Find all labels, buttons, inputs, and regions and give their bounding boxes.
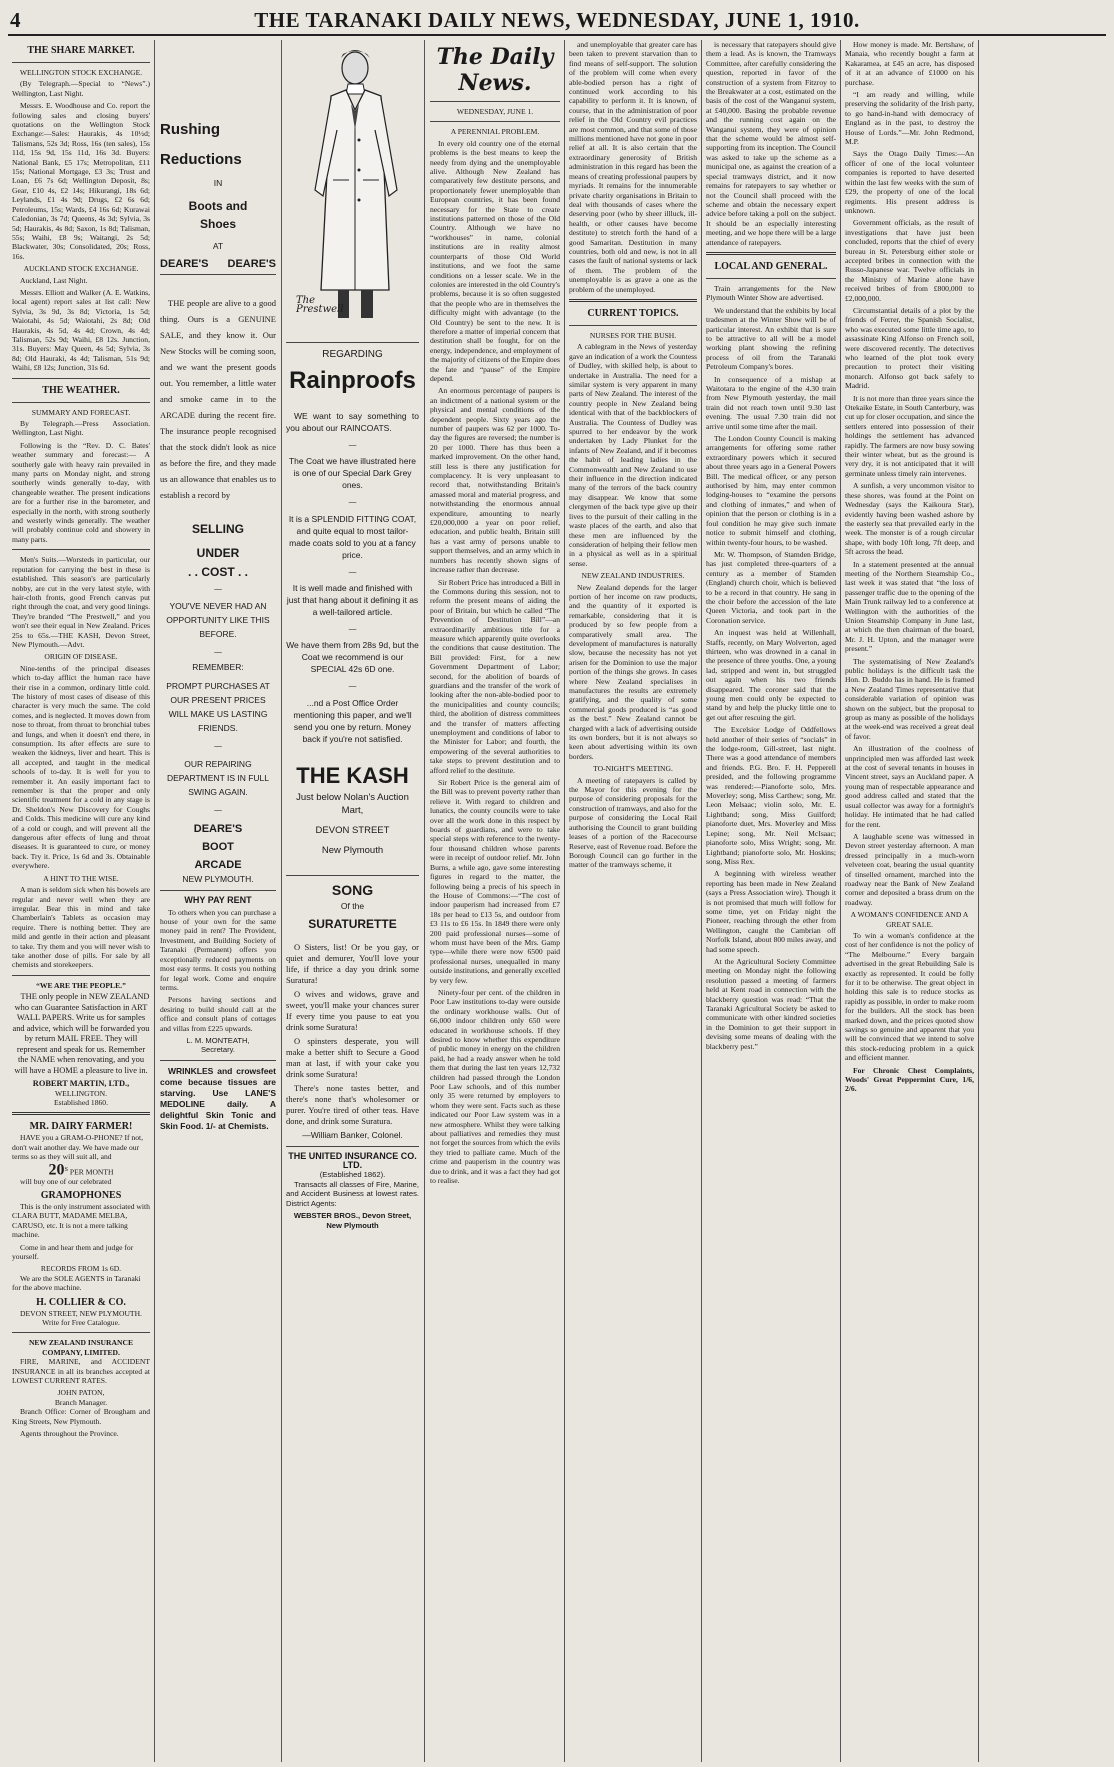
origin-text: Nine-tenths of the principal diseases which to-day afflict the human race have their rise in a common, ordinary little cold. The history of most cases of disease of this character is very much the same. The cold comes, and is neglected. It moves down from nose to throat, from throat to bronchial tubes and lungs, and when it doesn't end there, in consumption. Its after effects are sure to weaken the kidneys, liver and heart. This is all accepted, and taught in the medical schools of to-day. It is well for you to remember it. An easily important fact to remember is that the proper and only scientific treatment for a cold in any stage is Dr. Sheldon's New Discovery for Coughs and Colds. This medicine will cure any kind of a cold or cough, and will prevent all the dangerous after effects of lung and throat diseases. It is guaranteed to cure, or money back. Try it. Price, 1s 6d and 3s. Obtainable everywhere. bbox=[12, 663, 150, 871]
news-item: It is not more than three years since the Otekaike Estate, in South Canterbury, was cut up for closer occupation, and since the settlers entered into possession of their holdings the settlement has advanced rapidly. The farmers are now busy sowing their winter wheat, but as the ground is very dry, it is not anticipated that it will germinate unless timely rain intervenes. bbox=[845, 393, 974, 478]
news-item: How money is made. Mr. Bertshaw, of Manaia, who recently bought a farm at Kakaramea, at £45 an acre, has disposed of it at an advance of £1000 on his purchase. bbox=[845, 40, 974, 87]
editorial-paragraph: Ninety-four per cent. of the children in Poor Law institutions to-day were outside the ordinary workhouse walls. Out of 66,000 indoor children only 650 were educated in workhouse schools. If they desired to know whether this expenditure of public money in energy on the children paid, he had a ready answer when he told them that during the last ten years 12,732 children had passed through the London Poor Law schools, and of this number only 35 were returned by employers to whom they were sent. Facts such as these indicated our Poor Law system was in a new atmosphere. Whilst they were talking about palliatives and remedies they must not forget the sources from which the evils they tried to palliate came. Much of the crime and pauperism in the country was due to drink, and it was a fact they had got to realise. bbox=[430, 987, 560, 1186]
united-insurance-text: Transacts all classes of Fire, Marine, and Accident Business at lowest rates. District Agents: bbox=[286, 1179, 419, 1208]
local-item: We understand that the exhibits by local tradesmen at the Winter Show will be of particular interest. An exhibit that is sure to be attractive to all will be a model working plant showing the refining process of oil from the Taranaki Petroleum Company's bores. bbox=[706, 305, 836, 372]
people-text: THE only people in NEW ZEALAND who can Guarantee Satisfaction in ART WALL PAPERS. Write us for samples and advice, which will be forwarded you by return MAIL FREE. They will represent and speak for us. Remember the NAME when renovating, and you will have a HOME a pleasure to live in. bbox=[12, 992, 150, 1075]
dairy-heading: MR. DAIRY FARMER! bbox=[29, 1121, 133, 1133]
prestwell-label: The Prestwell bbox=[296, 295, 344, 316]
well-made-text: It is well made and finished with just that hang about it defining it as a well-tailored article. bbox=[286, 583, 419, 618]
arcade-word: ARCADE bbox=[194, 859, 242, 872]
kash-street: DEVON STREET bbox=[315, 824, 390, 836]
price-unit: S bbox=[64, 1165, 68, 1173]
meeting-heading: TO-NIGHT'S MEETING. bbox=[593, 764, 673, 774]
column-1 bbox=[12, 40, 150, 1762]
masthead bbox=[8, 8, 1106, 36]
nz-insurance-manager: JOHN PATON, bbox=[57, 1388, 105, 1398]
share-market-heading: THE SHARE MARKET. bbox=[27, 45, 135, 56]
local-item: Mr. W. Thompson, of Stamden Bridge, has just completed three-quarters of a century as a member of Stamden (England) church choir, which is believed to be a record in that country. He sang in the choir before the accession of the late Queen Victoria, and took part in the Coronation service. bbox=[706, 549, 836, 625]
local-item: In consequence of a mishap at Waitotara to the engine of the 4.30 train from New Plymouth yesterday, the mail train did not reach town until 9.30 last evening. The usual 7.30 train did not arrive until some time after the mail. bbox=[706, 374, 836, 431]
cost-word: . . COST . . bbox=[187, 565, 248, 580]
editorial-title: The Daily News. bbox=[436, 44, 554, 96]
wellington-report: Messrs. E. Woodhouse and Co. report the following sales and closing buyers' quotations on the Wellington Stock Exchange:—Sales: Haurakis, 4s 10½d; Talismans, 52s 3d; Ross, 16s (ten sales), 15s 11d, 15s 9d, 15s 11d, 16s 3d. Buyers: National Bank, £5 17s; Metropolitan, £11 15s; National Mortgage, £3 3s; Trust and Loan, £6 7s 6d; Wellington Deposit, 8s; Gear, £10 4s, £2 14s; Hikurangi, 18s 6d; Leylands, £1 4s 9d; Drugs, £2 6s 6d; Petroleums, 15s; Wards, £4 16s 6d; Kurawai Caledonian, 3s 7d; Queens, 4s 3d; Sylvia, 3s 5d; Haurakis, 4s 8d; Saxon, 1s 8d; Talisman, 55s; Waihi, £8 9s; Waitangi, 2s 5d; Blackwater, 30s; Consolidated, 20s; Ross, 16s. bbox=[12, 101, 150, 261]
column-rule bbox=[978, 40, 979, 1762]
song-word: SONG bbox=[331, 881, 374, 898]
confidence-text: To win a woman's confidence at the cost of her confidence is not the policy of “The Melbourne.” Every bargain advertised in the great Rebuilding Sale is exactly as represented. It could be folly for it to be otherwise. The great object in holding this sale is to reduce stocks as rapidly as possible, in order to make room for the builders. All the stock has been marked down, and the prices quoted show savings so genuine and apparent that you will be convinced that we intend to solve this stock-reducing problem in a quick and efficient manner. bbox=[845, 930, 974, 1063]
gramophone-advert bbox=[12, 1120, 150, 1327]
local-general-heading: LOCAL AND GENERAL. bbox=[714, 260, 828, 272]
page-number: 4 bbox=[10, 8, 21, 32]
origin-heading: ORIGIN OF DISEASE. bbox=[44, 652, 118, 662]
perennial-problem-heading: A PERENNIAL PROBLEM. bbox=[450, 127, 540, 137]
confidence-heading: A WOMAN'S CONFIDENCE AND A GREAT SALE. bbox=[850, 910, 969, 929]
industries-text: New Zealand depends for the larger portion of her income on raw products, and the quantity of it exported is remarkable, considering that it is produced by so few people from a comparatively small area. The development of manufactures is naturally slow, because the necessity has not yet arisen for the Dominion to use the major portion of the things she grows. In cases where New Zealand specialises in manufactures the results are extremely gratifying, and the quality of some commercial goods produced is “as good as the best.” New Zealand cannot be charged with a lack of advertising outside its own borders, but it is not always so keen about advertising within its own borders. bbox=[569, 582, 697, 761]
people-firm: ROBERT MARTIN, LTD., bbox=[32, 1079, 130, 1089]
deares-left: DEARE'S bbox=[160, 258, 209, 270]
weather-heading: THE WEATHER. bbox=[42, 384, 120, 396]
local-item: Train arrangements for the New Plymouth Winter Show are advertised. bbox=[706, 283, 836, 303]
masthead-title: THE TARANAKI DAILY NEWS, WEDNESDAY, JUNE 1, 1910. bbox=[254, 8, 860, 32]
news-item: The systematising of New Zealand's public holidays is the difficult task the Hon. D. Buddo has in hand. He is framed a New Zealand Times representative that considerable variation of opinion was shown on the subject, but the proposal to group as many as possible of the holidays at the week-end was received a great deal of favor. bbox=[845, 656, 974, 741]
under-word: UNDER bbox=[196, 545, 240, 560]
tramways-text: is necessary that ratepayers should give them a lead. As is known, the Tramways Committee, after carefully considering the question, reported in favor of the construction of a system from Fitzroy to the Breakwater at a cost, estimated on the basis of the cost of the Wanganui system, at £40,000. Basing the probable revenue and the running cost again on the Wanganui system, they were of opinion that the scheme would be almost self-supporting from its inception. The Council was asked to take up the scheme as a municipal one, as against the creation of a special tramways district, and it now remains for ratepayers to say whether or not the Council shall proceed with the scheme and obtain the necessary expert advice before taking a poll on the subject. It should be an especially interesting meeting, and we hope there will be a large attendance of ratepayers. bbox=[706, 40, 836, 247]
medoline-advert: WRINKLES and crowsfeet come because tissues are starving. Use LANE'S MEDOLINE daily. A delightful Skin Tonic and Skin Food. 1/- at Chemists. bbox=[160, 1065, 276, 1131]
wellington-exchange-heading: WELLINGTON STOCK EXCHANGE. bbox=[19, 68, 143, 77]
dairy-text: HAVE you a GRAM-O-PHONE? If not, don't wait another day. We have made our terms so as they will suit all, and bbox=[12, 1133, 144, 1162]
deares-sale-text: THE people are alive to a good thing. Ours is a GENUINE SALE, and they know it. Our New Stocks will be coming soon, and we want the present goods out. You remember, a little water and smoke came in to the ARCADE during the recent fire. The insurance people recognised that the stock didn't look as nice as before the fire, and they made us an allowance that enables us to establish a record by bbox=[160, 298, 276, 501]
nz-insurance-firm: NEW ZEALAND INSURANCE COMPANY, LIMITED. bbox=[28, 1338, 134, 1357]
in-word: IN bbox=[213, 178, 223, 188]
deares-location: NEW PLYMOUTH. bbox=[182, 874, 254, 885]
meeting-text: A meeting of ratepayers is called by the Mayor for this evening for the purpose of considering proposals for the construction of tramways, and also for the purpose of considering the Local Rail authorising the Council to grant building leases of a portion of the Racecourse Reserve, east of Revenue road. Before the Borough Council can go further in the matter of the tramways scheme, it bbox=[569, 775, 697, 870]
local-item: The Excelsior Lodge of Oddfellows held another of their series of “socials” in the lodge-room, Gill-street, last night. There was a good attendance of members and friends. P.G. Bro. F. H. Pepperell presided, and the following programme was rendered:—Pianoforte solo, Mrs. Moverley; song, Miss Carthew; song, Mr. Leon Melsaac; violin solo, Mr. E. Lightband; song, Miss Guilford; pianoforte duet, Mrs. Moverley and Miss Lepine; song, Mr. Neil McIsaac; pianoforte solo, Miss Wright; song, Mr. Lightband; pianoforte solo, Mr. Hoskins; song, Miss Rex. bbox=[706, 725, 836, 866]
monteath-title: Secretary. bbox=[200, 1045, 236, 1055]
weather-report: Following is the “Rev. D. C. Bates' weather summary and forecast:— A southerly gale with heavy rain prevailed in many parts on Monday night, and strong southerly winds generally to-day, with changeable weather. The present indications are for a further rise in the barometer, and especially in the north, with strong southerly and westerly winds generally. The weather will probably continue cold and showery in many parts. bbox=[12, 440, 150, 544]
the-kash-word: THE KASH bbox=[296, 762, 409, 788]
reductions-word: Reductions bbox=[160, 151, 242, 168]
column-rule bbox=[701, 40, 702, 1762]
collier-firm: H. COLLIER & CO. bbox=[36, 1296, 126, 1308]
rainproofs-intro: WE want to say something to you about our RAINCOATS. bbox=[286, 410, 419, 433]
coat-illustration bbox=[286, 40, 419, 315]
prompt-text: PROMPT PURCHASES AT OUR PRESENT PRICES WILL MAKE US LASTING FRIENDS. bbox=[166, 681, 270, 734]
news-item: An illustration of the coolness of unprincipled men was afforded last week at the cost of several tenants in houses in Vincent street, says an Auckland paper. A young man of respectable appearance and good address called and stated that the usual collector was away for a fortnight's holiday. He intimated that he had called for the rent. bbox=[845, 744, 974, 829]
editorial-paragraph: Sir Robert Price is the general aim of the Bill was to prevent poverty rather than relieve it. With regard to children and lunatics, the county councils were to take over all the work done in this respect by boards of guardians, and were to take special steps with reference to the twenty-four thousand children whose parents were in receipt of outdoor relief. Mr. John Burns, a while ago, gave some interesting figures in regard to the matter, the following being a precis of his speech in the House of Commons:—“The cost of indoor pauperism had increased from £7 18s per head to £13 5s, and outdoor from £3 11s to £6 15s. In 1849 there were only 200 paid professional nurses—some of whom must have been of the Mrs. Gamp type—while there were now 6500 paid professional nurses, unequalled in many outside institutions, and generally excelled by very few. bbox=[430, 778, 560, 985]
news-item: In a statement presented at the annual meeting of the Northern Steamship Co., last week it was stated that “the loss of passenger traffic due to the opening of the Main Trunk railway led to a conference at Wellington with the authorities of the Union Steamship Company in June last, at which the then chairman of the board, Mr. J. H. Upton, and the manager were present.” bbox=[845, 559, 974, 654]
selling-word: SELLING bbox=[191, 522, 244, 537]
column-rule bbox=[840, 40, 841, 1762]
column-rule bbox=[281, 40, 282, 1762]
local-item: At the Agricultural Society Committee meeting on Monday night the following resolution passed a meeting of farmers held at Kent road in connection with the blackberry question was read: “That the Taranaki Agricultural Society be asked to communicate with other kindred societies in the Dominion to get their support in devising some means of dealing with the blackberry pest.” bbox=[706, 956, 836, 1051]
industries-heading: NEW ZEALAND INDUSTRIES. bbox=[581, 571, 685, 581]
people-place: WELLINGTON. bbox=[55, 1088, 107, 1098]
price-number: 20 bbox=[48, 1161, 65, 1179]
dairy-text-3: This is the only instrument associated with CLARA BUTT, MADAME MELBA, CARUSO, etc. It is not a mere talking machine. bbox=[12, 1201, 150, 1240]
news-item: Government officials, as the result of investigations that have just been concluded, reports that the chief of every bureau in St. Petersburg either stole or accepted bribes in connection with the Russo-Japanese war. Twelve officials in the Ministry of Marine alone have received bribes of from £800,000 to £2,000,000. bbox=[845, 218, 974, 303]
people-established: Established 1860. bbox=[54, 1097, 108, 1107]
splendid-text: It is a SPLENDID FITTING COAT, and quite equal to most tailor-made coats sold to you at a fancy price. bbox=[288, 513, 417, 560]
united-insurance-est: (Established 1862). bbox=[319, 1170, 386, 1180]
collier-address: DEVON STREET, NEW PLYMOUTH. bbox=[20, 1308, 142, 1318]
editorial-continued: and unemployable that greater care has been taken to prevent starvation than to find means of self-support. The solution of the problem will come when every able-bodied person has a right of continued work according to his capability to perform it. It is known, of course, that in the administration of poor relief in the Old Country evil practices are most common, and that some of those millions mentioned have not gone in poor relief at all. It is also certain that the extraordinary generosity of British administration in this regard has been the means of creating professional paupers by myriads. It remains for the innumerable private charity organisations in Britain to deal with thousands of cases where the deserving poor (who by sheer illluck, ill-health, or other causes have become destitute) to stretch forth the hand of a good Samaritan. Destitution in many countries, both old and new, is not in all cases the fault of national systems or lack of them. The problem of the unemployable is as grave a one as the problem of the unemployed. bbox=[569, 40, 697, 294]
mens-suits-advert: Men's Suits.—Worsteds in particular, our reputation for carrying the best in these is established. This season's are particularly nobby, are cut in the very latest style, with hair-cloth fronts, good French canvas put right through the coat, and very good linings. They're branded “The Prestwell,” and you won't see their equal in New Zealand. Prices 25s to 65s.—THE KASH, Devon Street, New Plymouth.—Advt. bbox=[12, 555, 150, 649]
column-5 bbox=[569, 40, 697, 1762]
of-the-word: Of the bbox=[340, 901, 365, 912]
never-text: YOU'VE NEVER HAD AN OPPORTUNITY LIKE THIS BEFORE. bbox=[166, 601, 270, 640]
at-word: AT bbox=[212, 241, 224, 251]
song-verse-4: There's none tastes better, and there's none that's wholesomer or purer. You're tired of other teas. Have done, and drink some Suratura. bbox=[286, 1082, 419, 1126]
people-heading: “WE ARE THE PEOPLE.” bbox=[36, 980, 126, 990]
column-rule bbox=[424, 40, 425, 1762]
editorial-paragraph: In every old country one of the eternal problems is the best means to keep the needy from dying and the unemployable alive. Although New Zealand has comparatively few destitute persons, and proportionately fewer unemployable than European countries, it has been found necessary for the State to create institutions patterned on those of the Old Country. Although we have no “workhouses” in name, colonial institutions are in reality almost counterparts of those Old World institutions, and we foot the same conditions on a lesser scale. We in the colonies are interested in the old Country's problems, because it is so often suggested that the people who are in themselves the difficulty might with advantage (to the Old Country) be sent to the new. It is therefore a matter of imperial concern that destitution shall be fought, for on the energy, independence, and employment of the majority of citizens of the Empire does the fate and “pause” of the Empire depend. bbox=[430, 138, 560, 383]
why-pay-rent-text-2: Persons having sections and desiring to build should call at the office and consult plans of cottages and villas from £225 upwards. bbox=[160, 995, 276, 1033]
gramophones-word: GRAMOPHONES bbox=[40, 1189, 122, 1201]
nz-insurance-office: Branch Office: Corner of Brougham and King Streets, New Plymouth. bbox=[12, 1407, 150, 1426]
nz-insurance-advert bbox=[12, 1338, 150, 1438]
united-insurance-firm: THE UNITED INSURANCE CO. LTD. bbox=[288, 1150, 417, 1171]
song-signature: —William Banker, Colonel. bbox=[302, 1129, 403, 1140]
news-item: “I am ready and willing, while preserving the solidarity of the Irish party, to go hand-in-hand with democracy of England as in the past, to destroy the House of Lords.”—Mr. John Redmond, M.P. bbox=[845, 90, 974, 147]
wallpaper-advert bbox=[12, 981, 150, 1108]
column-4 bbox=[430, 40, 560, 1762]
deares-right: DEARE'S bbox=[227, 258, 276, 270]
editorial-date: WEDNESDAY, JUNE 1. bbox=[456, 107, 534, 116]
kash-location: Just below Nolan's Auction Mart, bbox=[296, 791, 409, 816]
why-pay-rent-heading: WHY PAY RENT bbox=[184, 895, 252, 906]
news-item: A laughable scene was witnessed in Devon street yesterday afternoon. A man dressed principally in a much-worn velveteen coat, bearing the usual quantity of tinselled ornament, marched into the roadway near the Bank of New Zealand corner and deposited a brass drum on the roadway. bbox=[845, 831, 974, 907]
local-item: A beginning with wireless weather reporting has been made in New Zealand (says a Press Association wire). Though it is not promised that much will follow for some time, yet on Friday night the Pioneer, reaching through the ether from Wellington, caught the Cambrian off Norfolk Island, about 800 miles away, and had some speech. bbox=[706, 869, 836, 954]
column-6 bbox=[706, 40, 836, 1762]
nz-insurance-manager-title: Branch Manager. bbox=[54, 1397, 108, 1407]
postal-order-text: ...nd a Post Office Order mentioning this paper, and we'll send you one by return. Money back if you're not satisfied. bbox=[293, 697, 412, 744]
current-topics-heading: CURRENT TOPICS. bbox=[587, 307, 679, 319]
chronic-chest-advert: For Chronic Chest Complaints, Woods' Great Peppermint Cure, 1/6, 2/6. bbox=[845, 1065, 974, 1094]
local-item: An inquest was held at Willenhall, Staffs, recently, on Mary Wolverton, aged thirteen, who was drowned in a canal in the presence of three youths. One, a young lad, stripped and went in, but struggled out again when his two friends disappeared. The coroner said that the young men could only be expected to stand by and help the plucky little one to get out after rescuing the girl. bbox=[706, 628, 836, 722]
song-verse-3: O spinsters desperate, you will make a better shift to Secure a Good man at last, if with your cake you drink some Suratura! bbox=[286, 1035, 419, 1079]
news-item: Circumstantial details of a plot by the friends of Ferrer, the Spanish Socialist, who was executed some little time ago, to assassinate King Alfonso on French soil, were discovered recently. The detectives who learned of the plot took every precaution to protect their visiting monarch. Alfonso got back safely to Madrid. bbox=[845, 305, 974, 391]
why-pay-rent-text: To others when you can purchase a house of your own for the same money paid in rent? The Provident, Investment, and Building Society of Taranaki (Permanent) offers you exceptionally reduced payments on most easy terms. It costs you nothing for legal work. Come and enquire terms. bbox=[160, 907, 276, 992]
remember-word: REMEMBER: bbox=[192, 662, 244, 673]
sole-agents: We are the SOLE AGENTS in Taranaki for the above machine. bbox=[12, 1273, 141, 1293]
local-item: The London County Council is making arrangements for offering some rather extraordinary powers which it secured about three years ago in a General Powers Bill. The medical officer, or any person authorised by him, may enter common lodging-houses to “examine the persons and clothing of inmates,” and when of opinion that the person or clothing is in a foul condition he may give such inmate notice to submit himself and clothing, within twenty-four hours, to be washed. bbox=[706, 434, 836, 547]
shoes-word: Shoes bbox=[199, 217, 236, 231]
nz-insurance-agents: Agents throughout the Province. bbox=[20, 1429, 119, 1439]
kash-town: New Plymouth bbox=[321, 844, 384, 856]
coat-illustrated-text: The Coat we have illustrated here is one of our Special Dark Grey ones. bbox=[288, 456, 417, 491]
man-in-raincoat-icon bbox=[293, 40, 413, 330]
song-verse-1: O Sisters, list! Or be you gay, or quiet and demurer, You'll love your life, if thrice a day you drink some Suratura! bbox=[286, 941, 419, 985]
hint-heading: A HINT TO THE WISE. bbox=[43, 873, 119, 883]
column-7 bbox=[845, 40, 974, 1762]
weather-subheading: SUMMARY AND FORECAST. bbox=[31, 407, 131, 417]
nurses-text: A cablegram in the News of yesterday gave an indication of a work the Countess of Dudley, with skilled help, is about to undertake in Australia. The need for a similar system is very apparent in many parts of New Zealand. The interest of the country people in New Zealand being identical with that of the backblockers of Australia. The Countess of Dudley was spurred to her endeavor by the work undertaken by Lady Plunket for the infants of New Zealand, and if it becomes the habit of leading ladies in the Commonwealth and New Zealand to use their influence in the direction indicated many of the terrors of the back country may disappear. We know that some clergymen of the back type give up their lives to the pursuit of their calling in the waste places of the earth, and also that these men are influenced by the consideration of helping their fellow men in a physical as well as in a spiritual sense. bbox=[569, 342, 697, 568]
rainproofs-word: Rainproofs bbox=[289, 366, 416, 394]
wellington-byline: (By Telegraph.—Special to “News”.) Wellington, Last Night. bbox=[12, 79, 150, 98]
editorial-paragraph: Sir Robert Price has introduced a Bill in the Commons during this session, not to reform the present means of aiding the poor of Britain, but which he called “The Prevention of Destitution Bill”—an extraordinarily ambitious title for a measure which apparently quite overlooks the conditions that cause destitution. The Bill provided: First, for a new Government Department of Labor; second, for the abolition of boards of guardians and the transfer of the work of looking after the non-able-bodied poor to the municipalities and county councils; third, the abolition of distress committees and the transfer of matters affecting unemployment and conditions of labor to the Minister for Labor; and fourth, the empowering of the several authorities to take steps to prevent destitution and to afford relief to the destitute. bbox=[430, 577, 560, 775]
column-rule bbox=[154, 40, 155, 1762]
catalogue-text: Write for Free Catalogue. bbox=[42, 1318, 120, 1327]
price-per-month: PER MONTH bbox=[69, 1167, 114, 1177]
column-rule bbox=[564, 40, 565, 1762]
editorial-paragraph: An enormous percentage of paupers is an indictment of a national system or the physical and mental conditions of the dependent people. Sixty years ago the number of paupers was 62 per 1000. To-day the figures are reversed; the number is 20 per 1000. There has thus been a marked improvement. On the other hand, still less is there any justification for complacency. It is very unpleasant to record that, notwithstanding Britain's amassed moral and material progress, and notwithstanding the enormous annual expenditure, amounting to nearly £20,000,000 a year on poor relief, education, and public health, Britain still has a vast army of persons unable to support themselves, and an army which in numbers has recently shown signs of increase rather than decrease. bbox=[430, 386, 560, 575]
column-2: Rushing Reductions IN Boots and Shoes AT DEARE'S DEARE'S THE people are alive to a good thing. Ours is a GENUINE SALE, and they know it. Our New Stocks will be coming soon, and we want the present goods out. You remember, a little water and smoke came in to the ARCADE during the recent fire. The insurance people recognised that the stock didn't look as nice as before the fire, and they made us an allowance that enables us to establish a record by SELLING UNDER . . COST . . — YOU'VE NEVER HAD AN OPPORTUNITY LIKE THIS BEFORE. — REMEMBER: PROMPT PURCHASES AT OUR PRESENT PRICES WILL MAKE US LASTING FRIENDS. — OUR REPAIRING DEPARTMENT IS IN FULL SWING AGAIN. — DEARE'S BOOT ARCADE NEW PLYMOUTH. WHY PAY RENT To others when you can purchase a house of your own for the same money paid in rent? The Provident, Investment, and Building Society of Taranaki (Permanent) offers you exceptionally reduced payments on most easy terms. It costs you nothing for legal work. Come and enquire terms. Persons having sections and desiring to build should call at the office and consult plans of cottages and villas from £225 upwards. L. M. MONTEATH, Secretary. WRINKLES and crowsfeet come because tissues are starving. Use LANE'S MEDOLINE daily. A delightful Skin Tonic and Skin Food. 1/- at Chemists. bbox=[160, 121, 276, 1131]
song-verse-2: O wives and widows, grave and sweet, you'll make your chances surer If every time you pause to eat you drink some Suratura! bbox=[286, 988, 419, 1032]
news-item: Says the Otago Daily Times:—An officer of one of the local volunteer companies is reported to have deserted within the last few weeks with the sum of £29, the property of one of the local regiments. His present address is unknown. bbox=[845, 149, 974, 215]
auckland-report: Messrs. Elliott and Walker (A. E. Watkins, local agent) report sales at list call: New Sylvia, 3s 9d, 3s 8d; Victoria, 1s 5d; Waiotahi, 4s 5d; Waiotahi, 2s 8d; Old Haurakis, 4s 5d, 4s 4d; Crown, 4s 4d; Talisman, 52s 9d; Waihi, £8 12s. Junction, 31s. Buyers: May Queen, 4s 5d; Sylvia, 3s 8d; Old Hauraki, 4s 4d; Talisman, 51s 9d; Waihi, £8 12s; Junction, 31s 6d. bbox=[12, 287, 150, 373]
news-item: A sunfish, a very uncommon visitor to these shores, was found at the Point on Wednesday (says the Kaikoura Star), evidently having been washed ashore by the easterly sea that prevailed early in the week. The monster is of a rough circular shape, with body 10ft long, 7ft deep, and 5ft across the head. bbox=[845, 481, 974, 557]
repair-text: OUR REPAIRING DEPARTMENT IS IN FULL SWING AGAIN. bbox=[166, 758, 270, 797]
rushing-word: Rushing bbox=[160, 121, 220, 138]
monteath-signature: L. M. MONTEATH, bbox=[186, 1035, 250, 1045]
weather-byline: By Telegraph.—Press Association. Wellington, Last Night. bbox=[12, 419, 150, 438]
hint-text: A man is seldom sick when his bowels are regular and never well when they are irregular. Bear this in mind and take Chamberlain's Tablets as occasion may require. There is nothing better. They are mild and gentle in their action and pleasant to take. Try them and you will never wish to take another dose of pills. For sale by all chemists and storekeepers. bbox=[12, 885, 150, 970]
dairy-text-2: will buy one of our celebrated bbox=[20, 1176, 112, 1186]
records-price: RECORDS FROM 1s 6D. bbox=[40, 1264, 122, 1274]
united-insurance-agents: WEBSTER BROS., Devon Street, New Plymouth bbox=[293, 1211, 412, 1230]
auckland-byline: Auckland, Last Night. bbox=[20, 275, 88, 285]
column-3: The Prestwell REGARDING Rainproofs WE want to say something to you about our RAINCOATS. — The Coat we have illustrated here is one of our Special Dark Grey ones. — It is a SPLENDID FITTING COAT, and quite equal to most tailor-made coats sold to you at a fancy price. — It is well made and finished with just that hang about it defining it as a well-tailored article. — We have them from 28s 9d, but the Coat we recommend is our SPECIAL 42s 6D one. — ...nd a Post Office Order mentioning this paper, and we'll send you one by return. Money back if you're not satisfied. THE KASH Just below Nolan's Auction Mart, DEVON STREET New Plymouth SONG Of the SURATURETTE O Sisters, list! Or be you gay, or quiet and demurer, You'll love your life, if thrice a day you drink some Suratura! O wives and widows, grave and sweet, you'll make your chances surer If every time you pause to eat you drink some Suratura! O spinsters desperate, you will make a better shift to Secure a Good man at last, if with your cake you drink some Suratura! There's none tastes better, and there's none that's wholesomer or purer. You're tired of other teas. Have done, and drink some Suratura. —William Banker, Colonel. THE UNITED INSURANCE CO. LTD. (Established 1862). Transacts all classes of Fire, Marine, and Accident Business at lowest rates. District Agents: WEBSTER BROS., Devon Street, New Plymouth bbox=[286, 40, 419, 1762]
suraturette-word: SURATURETTE bbox=[308, 917, 397, 932]
boot-word: BOOT bbox=[202, 841, 234, 854]
nurses-heading: NURSES FOR THE BUSH. bbox=[589, 330, 677, 340]
auckland-exchange-heading: AUCKLAND STOCK EXCHANGE. bbox=[23, 264, 139, 274]
regarding-word: REGARDING bbox=[322, 348, 383, 360]
deares-boot-word: DEARE'S bbox=[193, 823, 243, 836]
dairy-text-4: Come in and hear them and judge for yourself. bbox=[12, 1242, 134, 1261]
nz-insurance-text: FIRE, MARINE, and ACCIDENT INSURANCE in all its branches accepted at LOWEST CURRENT RATES. bbox=[12, 1357, 150, 1386]
coat-price-text: We have them from 28s 9d, but the Coat we recommend is our SPECIAL 42s 6D one. bbox=[286, 640, 419, 675]
boots-word: Boots and bbox=[188, 199, 248, 213]
